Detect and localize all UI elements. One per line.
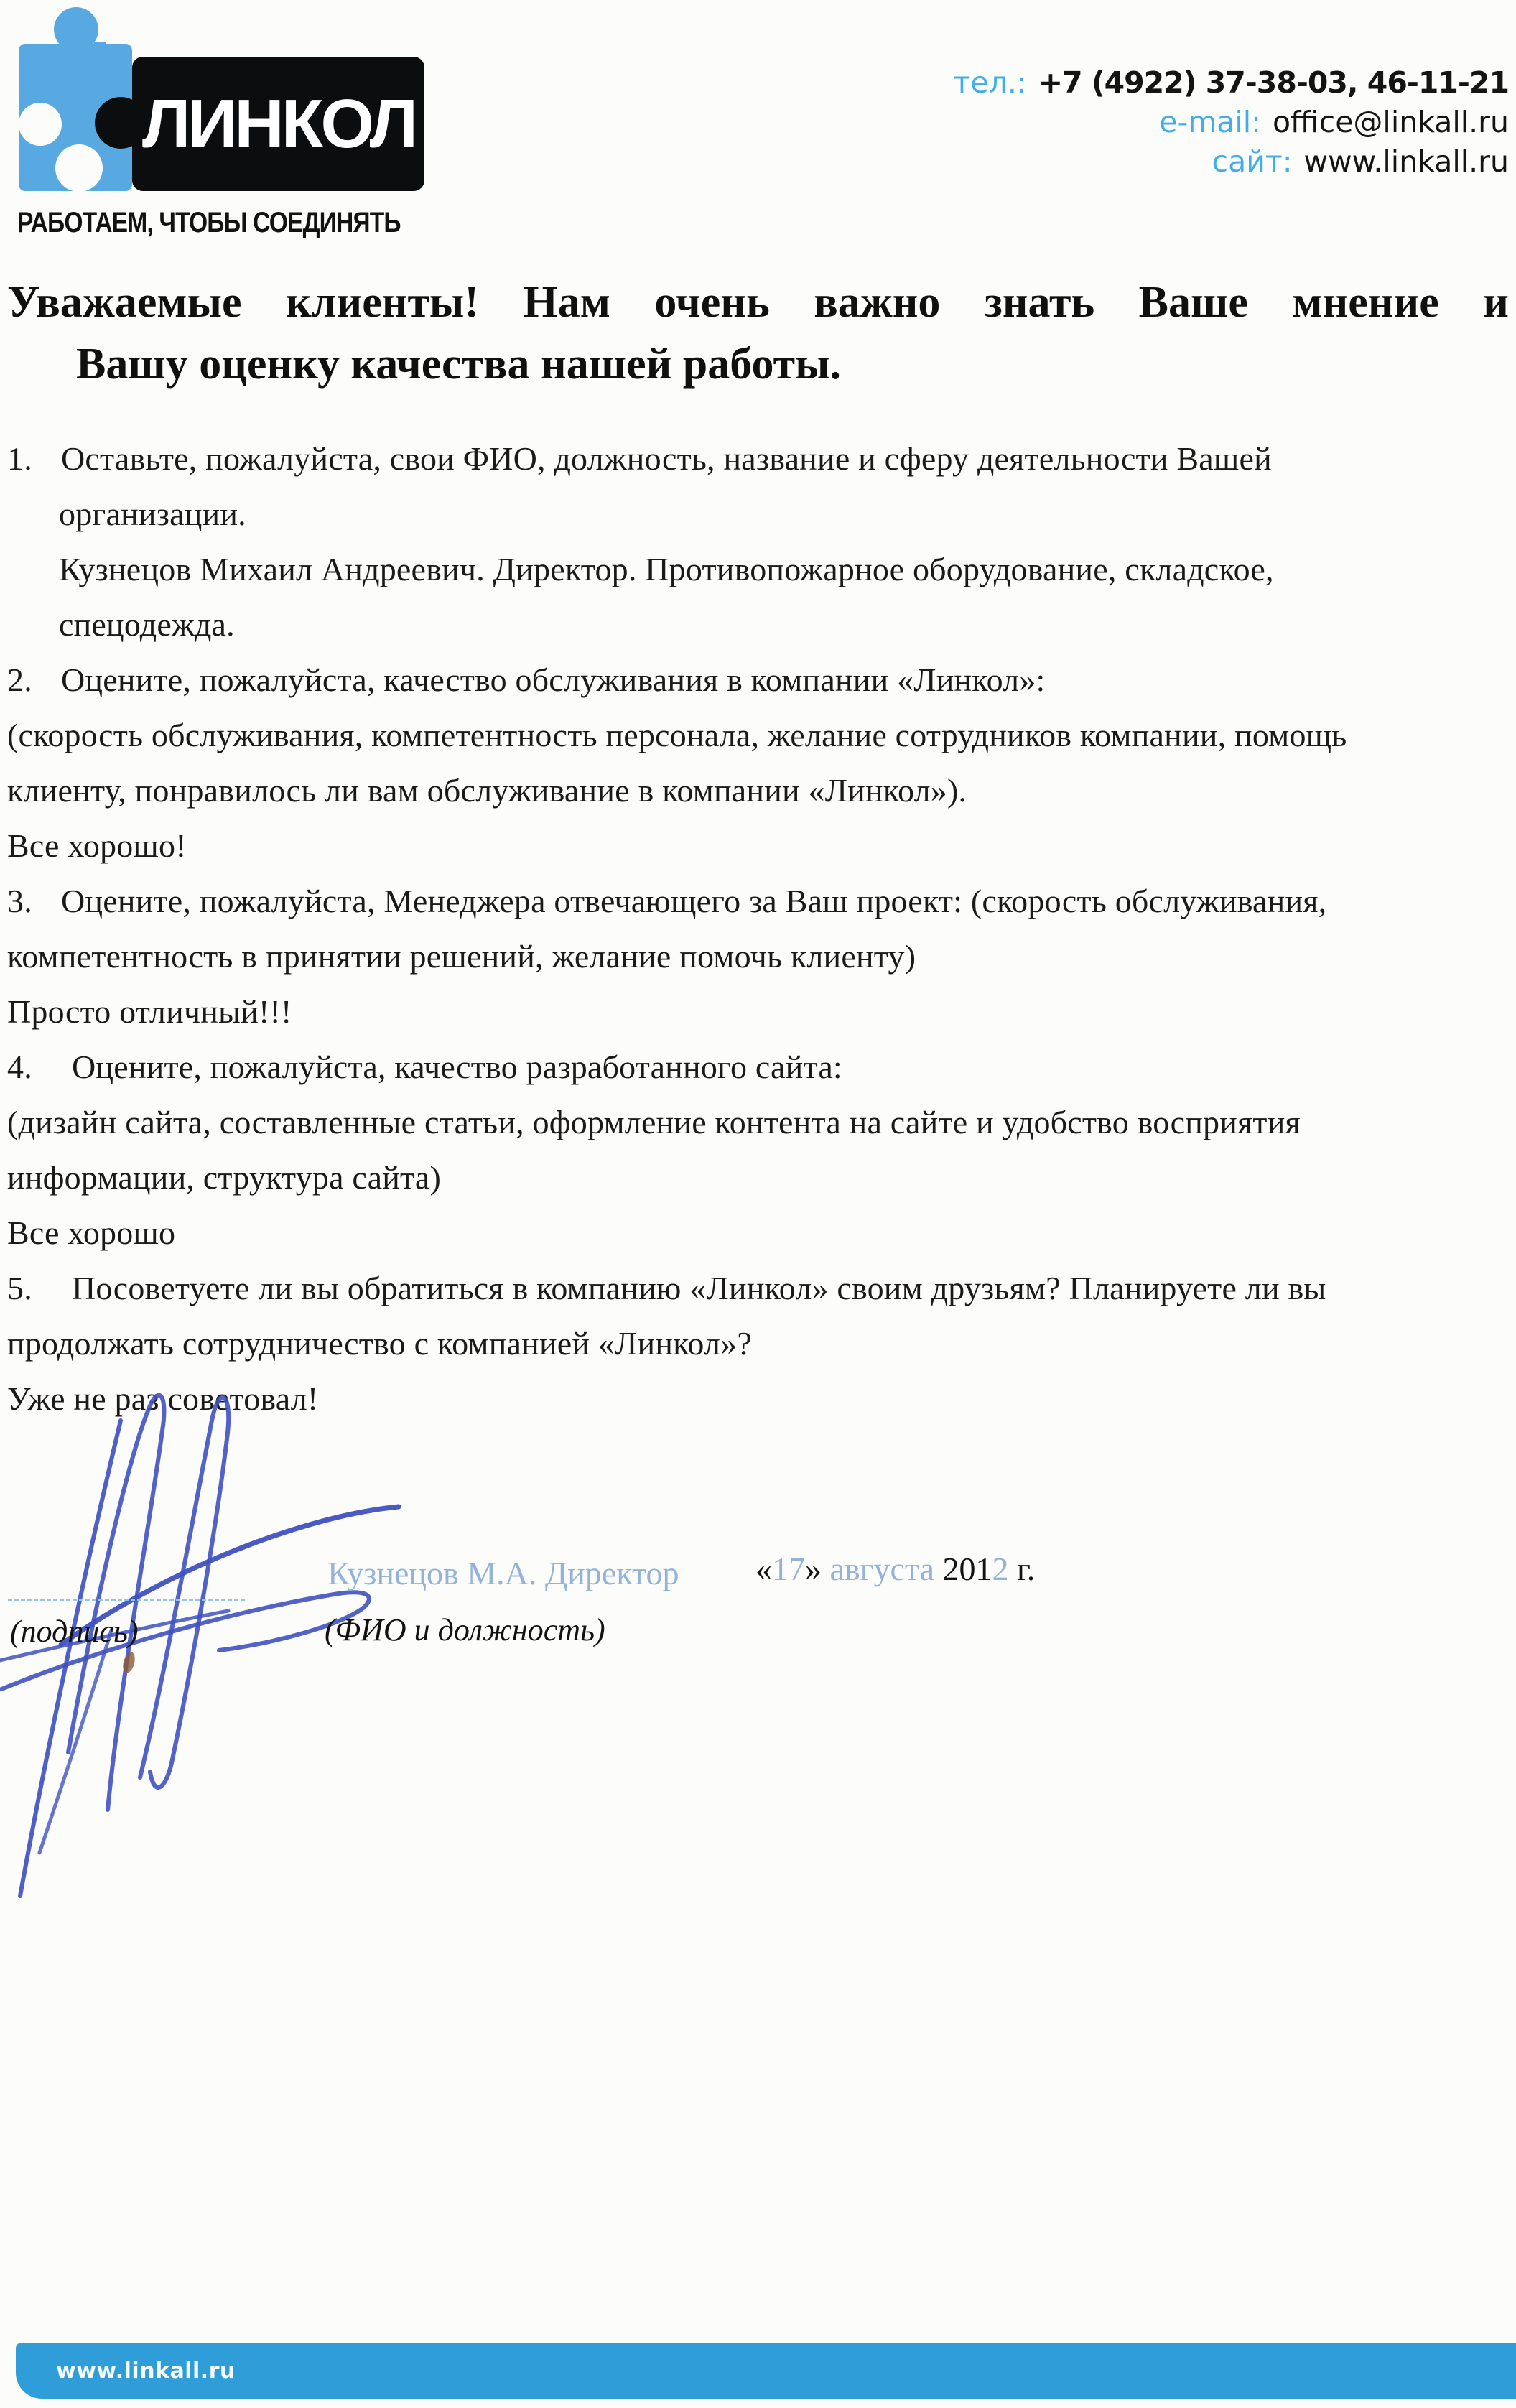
title-line-1: Уважаемые клиенты! Нам очень важно знать Ваше мнение и [7,278,1509,327]
body-line [7,1316,1501,1371]
line-text: Кузнецов Михаил Андреевич. Директор. Противопожарное оборудование, складское, [59,551,1274,587]
body-line [7,486,1501,541]
puzzle-knob [95,97,147,149]
body-line [7,597,1501,652]
body-line [7,1371,1501,1426]
item-number: 3. [7,883,32,919]
name-caption: (ФИО и должность) [325,1612,605,1647]
signature-caption: (подпись) [10,1614,139,1649]
line-text: Оцените, пожалуйста, качество обслуживания в компании «Линкол»: [61,661,1046,698]
date-quote-open: « [755,1551,772,1587]
date-month: августа [829,1551,935,1587]
line-text: (дизайн сайта, составленные статьи, оформление контента на сайте и удобство восприятия [7,1104,1301,1140]
body-line [7,984,1501,1039]
line-text: продолжать сотрудничество с компанией «Линкол»? [7,1325,752,1362]
phone-value: +7 (4922) 37-38-03, 46-11-21 [1038,65,1509,100]
title-line-2: Вашу оценку качества нашей работы. [76,340,842,389]
line-text: Оцените, пожалуйста, качество разработанного сайта: [72,1049,842,1085]
email-row [905,103,1509,142]
body-line [7,763,1501,818]
body-line [7,818,1501,873]
line-text: Посоветуете ли вы обратиться в компанию «Линкол» своим друзьям? Планируете ли вы [72,1270,1326,1306]
line-text: клиенту, понравилось ли вам обслуживание в компании «Линкол»). [7,772,967,809]
line-text: Все хорошо! [7,827,187,864]
letter-title [7,271,1509,395]
line-text: Уже не раз советовал! [7,1380,319,1417]
body-line [7,1150,1501,1205]
line-text: информации, структура сайта) [7,1159,442,1196]
date-suffix: г. [1017,1551,1036,1587]
phone-row [905,63,1509,103]
body-line [7,707,1501,763]
body-line [7,1260,1501,1316]
questionnaire-body [7,431,1501,1426]
puzzle-socket-left [19,103,62,146]
date-year-printed: 201 [942,1551,992,1587]
signer-name-filled: Кузнецов М.А. Директор [327,1555,679,1591]
date-line [755,1550,1035,1588]
website-label: сайт: [1212,144,1293,179]
email-label: e-mail: [1159,105,1261,139]
line-text: компетентность в принятии решений, желание помочь клиенту) [7,938,916,975]
footer-bar [16,2343,1516,2399]
line-text: спецодежда. [59,606,235,643]
line-text: Все хорошо [7,1214,176,1251]
line-text: Оцените, пожалуйста, Менеджера отвечающего за Ваш проект: (скорость обслуживания, [61,883,1327,919]
body-line [7,541,1501,597]
body-line [7,652,1501,707]
logo-tagline: РАБОТАЕМ, ЧТОБЫ СОЕДИНЯТЬ [17,207,401,238]
website-row [905,142,1509,182]
line-text: Просто отличный!!! [7,993,292,1030]
date-day: 17 [772,1551,805,1587]
signature-underline [8,1579,245,1601]
item-number: 2. [7,661,32,698]
body-line [7,929,1501,984]
date-year-filled: 2 [992,1551,1009,1587]
footer-url: www.linkall.ru [56,2358,236,2384]
phone-label: тел.: [953,65,1027,100]
website-value: www.linkall.ru [1303,144,1509,179]
item-number: 4. [7,1049,32,1085]
contact-block [905,63,1509,182]
body-line [7,1205,1501,1260]
brand-text: ЛИНКОЛ [142,85,415,162]
line-text: Оставьте, пожалуйста, свои ФИО, должность, название и сферу деятельности Вашей [61,440,1272,477]
puzzle-socket-bottom [55,144,103,192]
line-text: (скорость обслуживания, компетентность персонала, желание сотрудников компании, помощь [7,717,1347,753]
item-number: 1. [7,440,32,477]
body-line [7,431,1501,486]
body-line [7,1039,1501,1094]
email-value: office@linkall.ru [1272,105,1509,139]
date-quote-close: » [805,1551,822,1587]
body-line [7,1094,1501,1150]
ink-speck [121,1651,136,1675]
line-text: организации. [59,496,246,532]
body-line [7,873,1501,929]
item-number: 5. [7,1270,32,1306]
